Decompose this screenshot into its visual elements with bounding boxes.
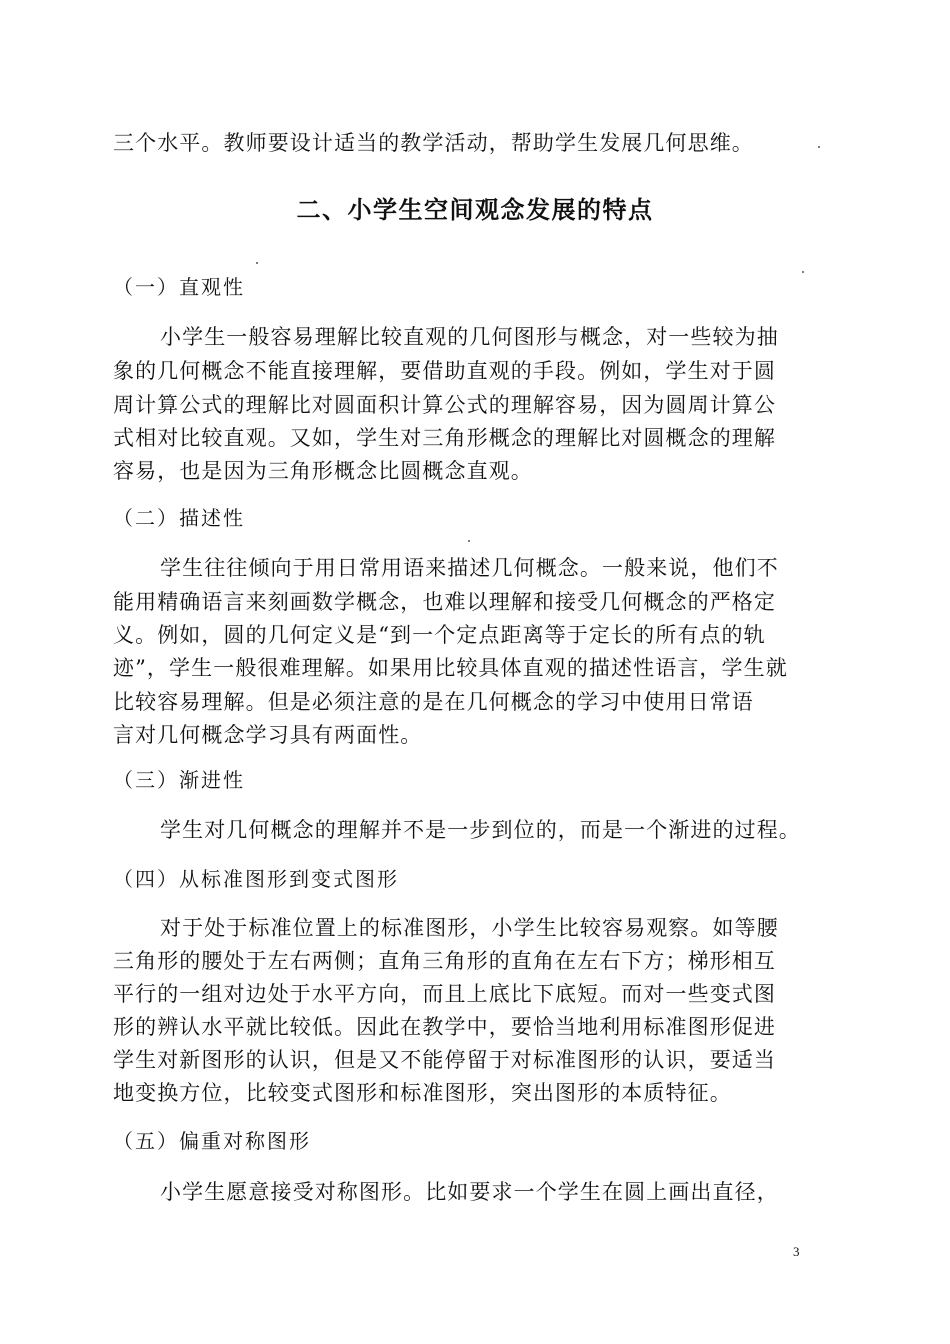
paragraph-line: 言对几何概念学习具有两面性。 xyxy=(113,723,423,747)
subsection-heading: （四）从标准图形到变式图形 xyxy=(113,867,399,891)
paragraph-line: 小学生愿意接受对称图形。比如要求一个学生在圆上画出直径， xyxy=(160,1180,779,1204)
paragraph-line: 容易，也是因为三角形概念比圆概念直观。 xyxy=(113,459,533,483)
paragraph-line: 形的辨认水平就比较低。因此在教学中，要恰当地利用标准图形促进 xyxy=(113,1015,776,1039)
paragraph-line: 能用精确语言来刻画数学概念，也难以理解和接受几何概念的严格定 xyxy=(113,590,776,614)
subsection-heading: （三）渐进性 xyxy=(113,768,245,792)
paragraph-line: 比较容易理解。但是必须注意的是在几何概念的学习中使用日常语 xyxy=(113,690,754,714)
paragraph-line: 对于处于标准位置上的标准图形，小学生比较容易观察。如等腰 xyxy=(160,916,779,940)
paragraph-line: 学生对几何概念的理解并不是一步到位的，而是一个渐进的过程。 xyxy=(160,818,801,842)
intro-line: 三个水平。教师要设计适当的教学活动，帮助学生发展几何思维。 xyxy=(113,131,754,155)
page-number: 3 xyxy=(793,1244,800,1259)
paragraph-line: 地变换方位，比较变式图形和标准图形，突出图形的本质特征。 xyxy=(113,1081,732,1105)
paragraph-line: 迹”，学生一般很难理解。如果用比较具体直观的描述性语言，学生就 xyxy=(113,656,788,680)
paragraph-line: 象的几何概念不能直接理解，要借助直观的手段。例如，学生对于圆 xyxy=(113,359,776,383)
subsection-heading: （五）偏重对称图形 xyxy=(113,1129,311,1153)
scan-speck xyxy=(256,262,258,264)
paragraph-line: 平行的一组对边处于水平方向，而且上底比下底短。而对一些变式图 xyxy=(113,982,776,1006)
subsection-heading: （一）直观性 xyxy=(113,275,245,299)
scan-speck xyxy=(802,271,804,273)
paragraph-line: 义。例如，圆的几何定义是“到一个定点距离等于定长的所有点的轨 xyxy=(113,623,766,647)
section-title: 二、小学生空间观念发展的特点 xyxy=(296,196,654,224)
paragraph-line: 式相对比较直观。又如，学生对三角形概念的理解比对圆概念的理解 xyxy=(113,426,776,450)
paragraph-line: 三角形的腰处于左右两侧；直角三角形的直角在左右下方；梯形相互 xyxy=(113,949,776,973)
scan-speck xyxy=(468,540,470,542)
subsection-heading: （二）描述性 xyxy=(113,506,245,530)
paragraph-line: 小学生一般容易理解比较直观的几何图形与概念，对一些较为抽 xyxy=(160,325,779,349)
paragraph-line: 学生对新图形的认识，但是又不能停留于对标准图形的认识，要适当 xyxy=(113,1048,776,1072)
paragraph-line: 学生往往倾向于用日常用语来描述几何概念。一般来说，他们不 xyxy=(160,556,779,580)
scan-speck xyxy=(818,146,820,148)
paragraph-line: 周计算公式的理解比对圆面积计算公式的理解容易，因为圆周计算公 xyxy=(113,393,776,417)
